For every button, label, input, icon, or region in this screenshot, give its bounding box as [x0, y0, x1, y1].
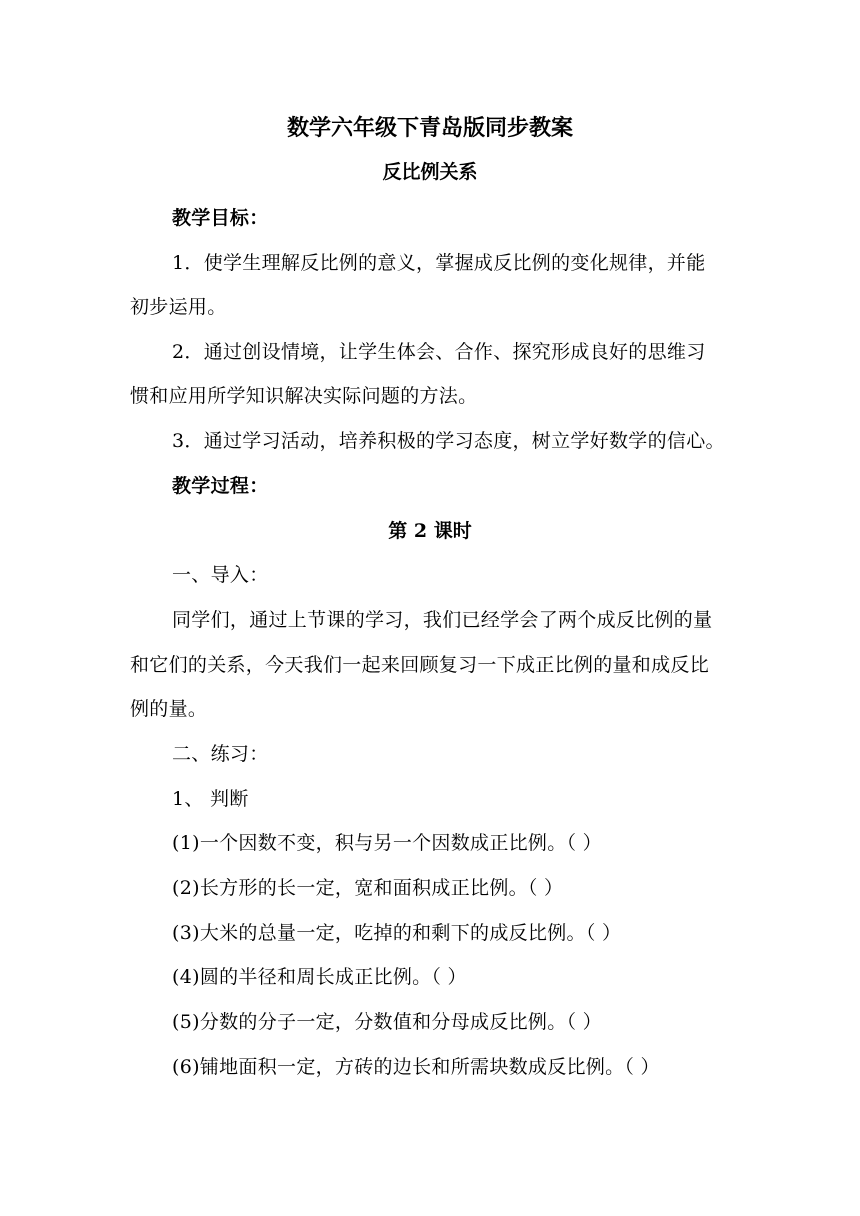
- judge-item-1: (1)一个因数不变，积与另一个因数成正比例。（ ）: [172, 832, 602, 854]
- lesson-heading: 第 2 课时: [388, 520, 472, 542]
- document-subtitle: 反比例关系: [382, 161, 478, 183]
- judge-item-4: (4)圆的半径和周长成正比例。（ ）: [172, 966, 467, 988]
- judge-item-3: (3)大米的总量一定，吃掉的和剩下的成反比例。（ ）: [172, 922, 622, 944]
- judge-item-6: (6)铺地面积一定，方砖的边长和所需块数成反比例。（ ）: [172, 1056, 660, 1078]
- objective-2-line-2: 惯和应用所学知识解决实际问题的方法。: [130, 385, 478, 407]
- objective-2-line-1: 2．通过创设情境，让学生体会、合作、探究形成良好的思维习: [172, 341, 706, 363]
- objectives-heading: 教学目标：: [172, 207, 269, 229]
- objective-1-line-2: 初步运用。: [130, 296, 227, 318]
- document-title: 数学六年级下青岛版同步教案: [286, 115, 573, 141]
- intro-heading: 一、导入：: [172, 564, 269, 586]
- judge-item-5: (5)分数的分子一定，分数值和分母成反比例。（ ）: [172, 1011, 602, 1033]
- practice-heading: 二、练习：: [172, 743, 269, 765]
- intro-line-2: 和它们的关系，今天我们一起来回顾复习一下成正比例的量和成反比: [130, 654, 710, 676]
- judge-item-2: (2)长方形的长一定，宽和面积成正比例。（ ）: [172, 877, 564, 899]
- judge-heading: 1、 判断: [172, 788, 249, 810]
- intro-line-1: 同学们，通过上节课的学习，我们已经学会了两个成反比例的量: [172, 609, 713, 631]
- process-heading: 教学过程：: [172, 475, 269, 497]
- objective-1-line-1: 1．使学生理解反比例的意义，掌握成反比例的变化规律，并能: [172, 252, 706, 274]
- objective-3: 3．通过学习活动，培养积极的学习态度，树立学好数学的信心。: [172, 430, 725, 452]
- intro-line-3: 例的量。: [130, 698, 208, 720]
